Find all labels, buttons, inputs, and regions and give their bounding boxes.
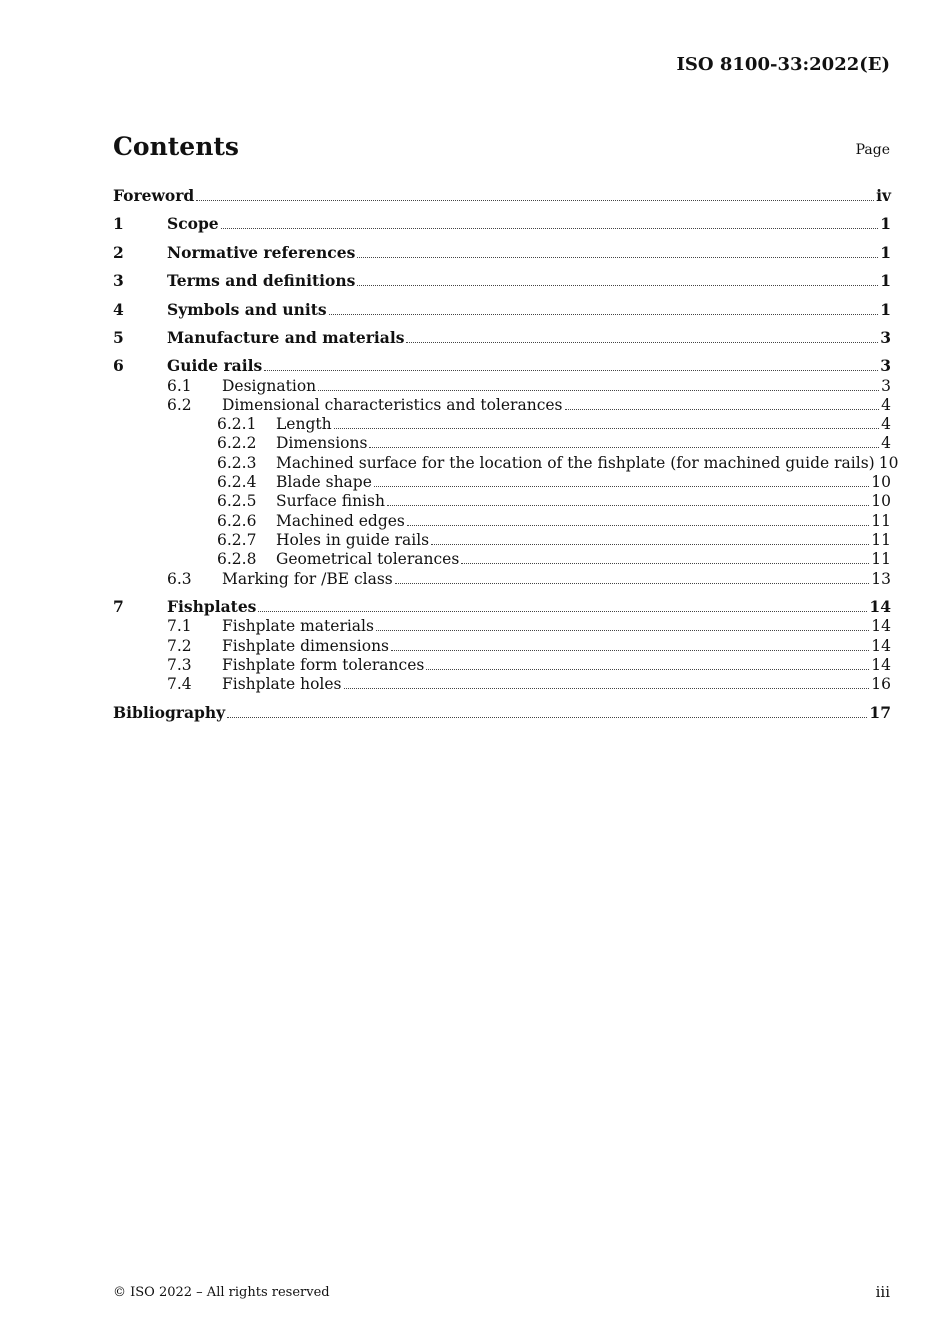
toc-entry[interactable] (113, 243, 891, 263)
toc-dot-leader (344, 687, 870, 689)
toc-entry[interactable] (113, 300, 891, 320)
toc-entry-page: 1 (880, 271, 891, 290)
toc-entry-title: Dimensional characteristics and tolerances (222, 396, 563, 414)
toc-entry-page: iv (876, 186, 891, 205)
toc-dot-leader (426, 668, 869, 670)
toc-entry-number: 7.2 (167, 637, 192, 655)
toc-entry-page: 1 (880, 243, 891, 262)
toc-entry-page: 10 (871, 492, 891, 510)
toc-dot-leader (264, 369, 878, 371)
toc-entry-title: Fishplate form tolerances (222, 656, 425, 674)
toc-entry-page: 16 (871, 675, 891, 693)
toc-entry-number: 7 (113, 597, 124, 616)
toc-entry-number: 6.2.4 (217, 473, 257, 491)
toc-entry-title: Terms and definitions (167, 271, 356, 290)
toc-entry-title: Scope (167, 214, 219, 233)
toc-entry[interactable] (113, 214, 891, 234)
toc-entry-title: Bibliography (113, 703, 226, 722)
toc-entry-title: Manufacture and materials (167, 328, 405, 347)
toc-entry-number: 7.4 (167, 675, 192, 693)
toc-dot-leader (318, 389, 879, 391)
toc-entry[interactable] (113, 186, 891, 206)
toc-entry[interactable] (113, 703, 891, 723)
toc-entry-page: 11 (871, 531, 891, 549)
toc-entry-page: 1 (880, 300, 891, 319)
toc-dot-leader (329, 313, 879, 315)
toc-entry[interactable] (217, 453, 899, 473)
toc-entry-title: Guide rails (167, 356, 263, 375)
toc-entry[interactable] (113, 328, 891, 348)
toc-dot-leader (357, 284, 878, 286)
toc-entry-number: 6.2.3 (217, 454, 257, 472)
toc-entry-title: Foreword (113, 186, 195, 205)
toc-entry-number: 6.2.1 (217, 415, 257, 433)
toc-entry-page: 4 (881, 415, 891, 433)
toc-entry-page: 14 (869, 597, 891, 616)
toc-entry-title: Fishplate holes (222, 675, 342, 693)
toc-entry[interactable] (167, 395, 891, 415)
toc-entry-title: Surface finish (276, 492, 385, 510)
toc-entry-number: 2 (113, 243, 124, 262)
toc-entry-number: 6 (113, 356, 124, 375)
toc-entry-number: 6.1 (167, 377, 192, 395)
toc-entry-page: 3 (881, 377, 891, 395)
toc-entry-page: 1 (880, 214, 891, 233)
toc-entry[interactable] (167, 674, 891, 694)
toc-entry-title: Machined surface for the location of the fishplate (for machined guide rails) (276, 454, 875, 472)
contents-title: Contents (113, 132, 240, 161)
toc-dot-leader (565, 408, 880, 410)
toc-entry-title: Designation (222, 377, 317, 395)
toc-entry[interactable] (217, 511, 891, 531)
toc-entry-number: 6.2.2 (217, 434, 257, 452)
footer-page-number: iii (875, 1283, 890, 1301)
footer-copyright: © ISO 2022 – All rights reserved (113, 1285, 330, 1300)
toc-dot-leader (357, 256, 878, 258)
toc-entry-number: 5 (113, 328, 124, 347)
toc-dot-leader (431, 543, 869, 545)
toc-entry[interactable] (167, 569, 891, 589)
toc-entry-page: 14 (871, 656, 891, 674)
toc-entry[interactable] (167, 616, 891, 636)
toc-entry-page: 11 (871, 550, 891, 568)
toc-entry[interactable] (217, 472, 891, 492)
toc-entry-title: Fishplate materials (222, 617, 374, 635)
toc-entry[interactable] (217, 433, 891, 453)
toc-entry-title: Symbols and units (167, 300, 327, 319)
toc-entry-number: 3 (113, 271, 124, 290)
toc-entry-number: 6.2 (167, 396, 192, 414)
toc-dot-leader (391, 649, 869, 651)
toc-dot-leader (221, 227, 879, 229)
toc-entry-number: 6.3 (167, 570, 192, 588)
toc-dot-leader (395, 582, 870, 584)
toc-entry[interactable] (167, 655, 891, 675)
toc-entry-number: 6.2.6 (217, 512, 257, 530)
toc-dot-leader (407, 524, 869, 526)
toc-dot-leader (196, 199, 874, 201)
toc-entry-title: Length (276, 415, 332, 433)
toc-entry[interactable] (113, 271, 891, 291)
toc-entry-page: 10 (871, 473, 891, 491)
document-code: ISO 8100-33:2022(E) (676, 54, 890, 75)
toc-entry-page: 4 (881, 396, 891, 414)
toc-entry-page: 11 (871, 512, 891, 530)
toc-entry-page: 3 (880, 328, 891, 347)
toc-entry-number: 7.3 (167, 656, 192, 674)
toc-entry[interactable] (217, 549, 891, 569)
toc-entry-page: 14 (871, 637, 891, 655)
toc-entry[interactable] (217, 530, 891, 550)
toc-entry-title: Fishplate dimensions (222, 637, 390, 655)
toc-entry[interactable] (113, 356, 891, 376)
toc-entry-title: Dimensions (276, 434, 368, 452)
toc-entry-title: Geometrical tolerances (276, 550, 460, 568)
toc-entry[interactable] (167, 376, 891, 396)
toc-dot-leader (369, 446, 879, 448)
toc-dot-leader (376, 629, 869, 631)
toc-entry-page: 14 (871, 617, 891, 635)
toc-dot-leader (227, 716, 867, 718)
toc-entry-number: 6.2.8 (217, 550, 257, 568)
toc-dot-leader (406, 341, 878, 343)
toc-dot-leader (387, 504, 869, 506)
toc-entry[interactable] (167, 636, 891, 656)
toc-dot-leader (461, 562, 869, 564)
page-column-label: Page (855, 142, 890, 158)
toc-dot-leader (258, 610, 867, 612)
toc-entry[interactable] (113, 597, 891, 617)
toc-entry-title: Holes in guide rails (276, 531, 430, 549)
toc-dot-leader (374, 485, 869, 487)
toc-entry-page: 4 (881, 434, 891, 452)
toc-entry-page: 10 (878, 454, 899, 472)
toc-entry[interactable] (217, 491, 891, 511)
toc-entry-number: 7.1 (167, 617, 192, 635)
toc-entry-page: 17 (869, 703, 891, 722)
toc-entry-title: Blade shape (276, 473, 372, 491)
toc-dot-leader (334, 427, 880, 429)
toc-entry-title: Normative references (167, 243, 356, 262)
toc-entry-number: 1 (113, 214, 124, 233)
toc-entry-title: Machined edges (276, 512, 405, 530)
toc-entry[interactable] (217, 414, 891, 434)
toc-entry-page: 3 (880, 356, 891, 375)
toc-entry-number: 6.2.7 (217, 531, 257, 549)
toc-entry-title: Fishplates (167, 597, 257, 616)
toc-entry-number: 6.2.5 (217, 492, 257, 510)
toc-entry-title: Marking for /BE class (222, 570, 393, 588)
toc-entry-number: 4 (113, 300, 124, 319)
toc-entry-page: 13 (871, 570, 891, 588)
